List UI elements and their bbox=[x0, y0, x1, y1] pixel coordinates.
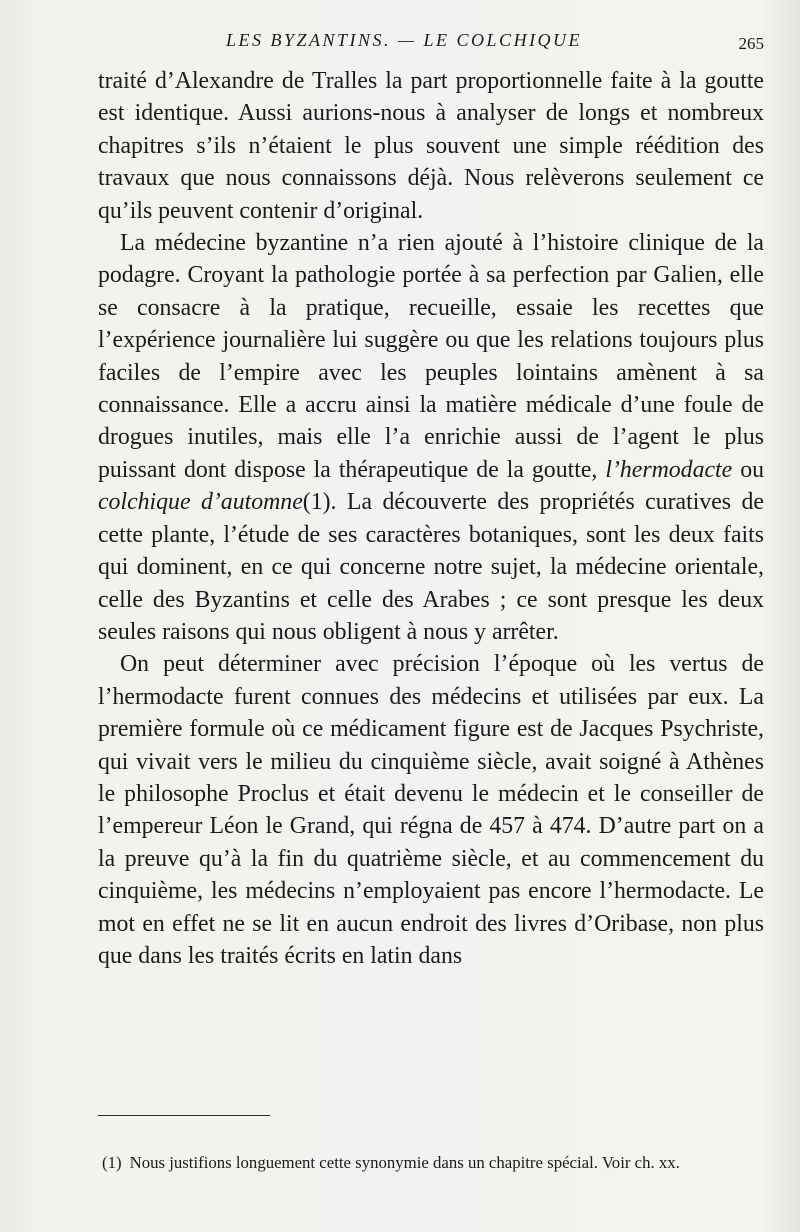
paragraph-2-conjunction: ou bbox=[732, 456, 764, 483]
paragraph-2-text-a: La médecine byzantine n’a rien ajouté à l’histoire clinique de la podagre. Croyant la pathologie portée à sa perfection par Galien, elle se consacre à la pratique, recueille, essaie les recettes que l’expérience journalière lui suggère ou que les relations toujours plus faciles de l’empire avec les peuples lointains amènent à sa connaissance. Elle a accru ainsi la matière médicale d’une foule de drogues inutiles, mais elle l’a enrichie aussi de l’agent le plus puissant dont dispose la thérapeutique de la goutte, bbox=[98, 230, 764, 483]
footnote-divider bbox=[98, 1115, 270, 1116]
term-hermodacte: l’hermodacte bbox=[605, 456, 733, 483]
footnote-reference: (1) bbox=[302, 489, 331, 516]
footnote bbox=[102, 1150, 764, 1176]
footnote-marker: (1) bbox=[102, 1153, 122, 1172]
page-number: 265 bbox=[738, 34, 764, 53]
term-colchique: colchique d’automne bbox=[98, 489, 303, 516]
running-head: LES BYZANTINS. — LE COLCHIQUE bbox=[226, 30, 583, 50]
paragraph-3: On peut déterminer avec précision l’époque où les vertus de l’hermodacte furent connues des médecins et utilisées par eux. La première formule où ce médicament figure est de Jacques Psychriste, qui vivait vers le milieu du cinquième siècle, avait soigné à Athènes le philosophe Proclus et était devenu le médecin et le conseiller de l’empereur Léon le Grand, qui régna de 457 à 474. D’autre part on a la preuve qu’à la fin du quatrième siècle, et au commencement du cinquième, les médecins n’employaient pas encore l’hermodacte. Le mot en effet ne se lit en aucun endroit des livres d’Oribase, non plus que dans les traités écrits en latin dans bbox=[98, 651, 764, 969]
main-text bbox=[98, 65, 764, 972]
page-header bbox=[98, 30, 770, 60]
footnote-text: Nous justifions longuement cette synonymie dans un chapitre spécial. Voir ch. xx. bbox=[129, 1153, 680, 1172]
paragraph-1: traité d’Alexandre de Tralles la part proportionnelle faite à la goutte est identique. Aussi aurions-nous à analyser de longs et nombreux chapitres s’ils n’étaient le plus souvent une simple réédition des travaux que nous connaissons déjà. Nous relèverons seulement ce qu’ils peuvent contenir d’original. bbox=[98, 68, 764, 224]
paragraph-2-text-b: . La découverte des propriétés curatives de cette plante, l’étude de ses caractères botaniques, sont les deux faits qui dominent, en ce qui concerne notre sujet, la médecine orientale, celle des Byzantins et celle des Arabes ; ce sont presque les deux seules raisons qui nous obligent à nous y arrêter. bbox=[98, 489, 764, 645]
paragraph-2 bbox=[98, 227, 764, 648]
